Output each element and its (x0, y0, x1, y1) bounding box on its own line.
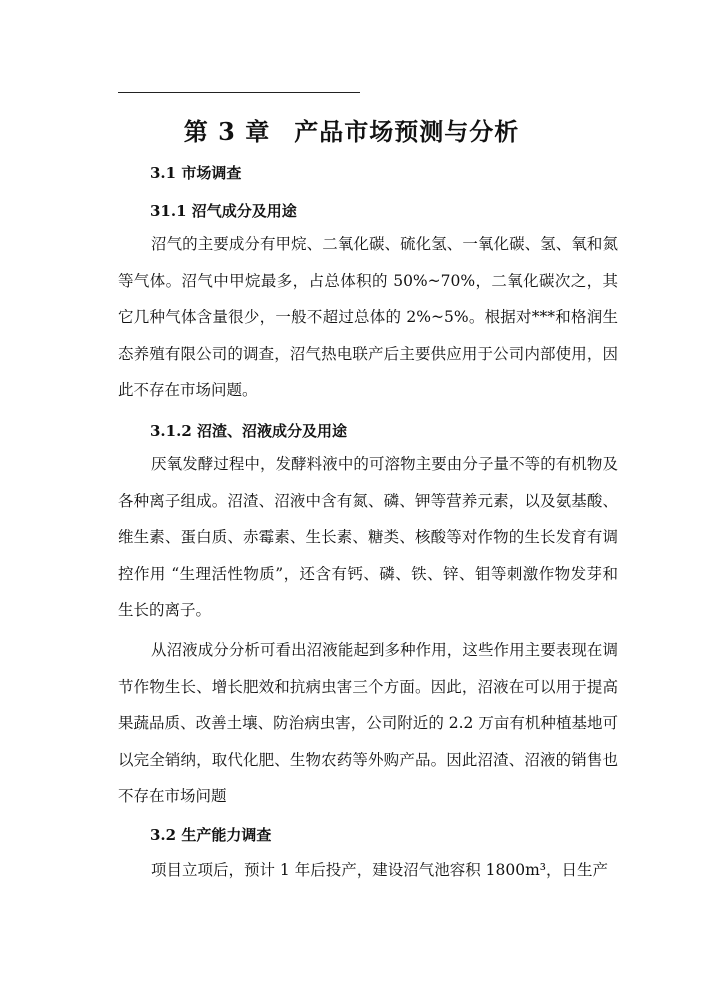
chapter-number: 第 3 章 (183, 117, 271, 146)
header-rule (118, 92, 360, 93)
section-heading-3-2: 3.2 生产能力调查 (150, 826, 272, 844)
chapter-name: 产品市场预测与分析 (294, 117, 520, 146)
paragraph-residue-composition: 厌氧发酵过程中，发酵料液中的可溶物主要由分子量不等的有机物及各种离子组成。沼渣、沼液中含有氮、磷、钾等营养元素，以及氨基酸、维生素、蛋白质、赤霉素、生长素、糖类、核酸等对作物的生长发育有调控作用 “生理活性物质”，还含有钙、磷、铁、锌、钼等刺激作物发芽和生长的离子。 (118, 455, 618, 620)
paragraph-slurry-uses: 从沼液成分分析可看出沼液能起到多种作用，这些作用主要表现在调节作物生长、增长肥效和抗病虫害三个方面。因此，沼液在可以用于提高果蔬品质、改善土壤、防治病虫害，公司附近的 2.2 万亩有机种植基地可以完全销纳，取代化肥、生物农药等外购产品。因此沼渣、沼液的销售也不存在市场问题 (118, 641, 618, 806)
section-heading-31-1: 31.1 沼气成分及用途 (150, 202, 297, 220)
paragraph-biogas-composition: 沼气的主要成分有甲烷、二氧化碳、硫化氢、一氧化碳、氢、氧和氮等气体。沼气中甲烷最多，占总体积的 50%~70%，二氧化碳次之，其它几种气体含量很少，一般不超过总体的 2%~5%。根据对***和格润生态养殖有限公司的调查，沼气热电联产后主要供应用于公司内部使用，因此不存在市场问题。 (118, 235, 618, 400)
paragraph-production-capacity: 项目立项后，预计 1 年后投产，建设沼气池容积 1800m³，日生产 (151, 861, 609, 879)
section-heading-3-1: 3.1 市场调查 (150, 164, 242, 182)
section-heading-3-1-2: 3.1.2 沼渣、沼液成分及用途 (150, 422, 347, 440)
chapter-title (0, 114, 703, 150)
